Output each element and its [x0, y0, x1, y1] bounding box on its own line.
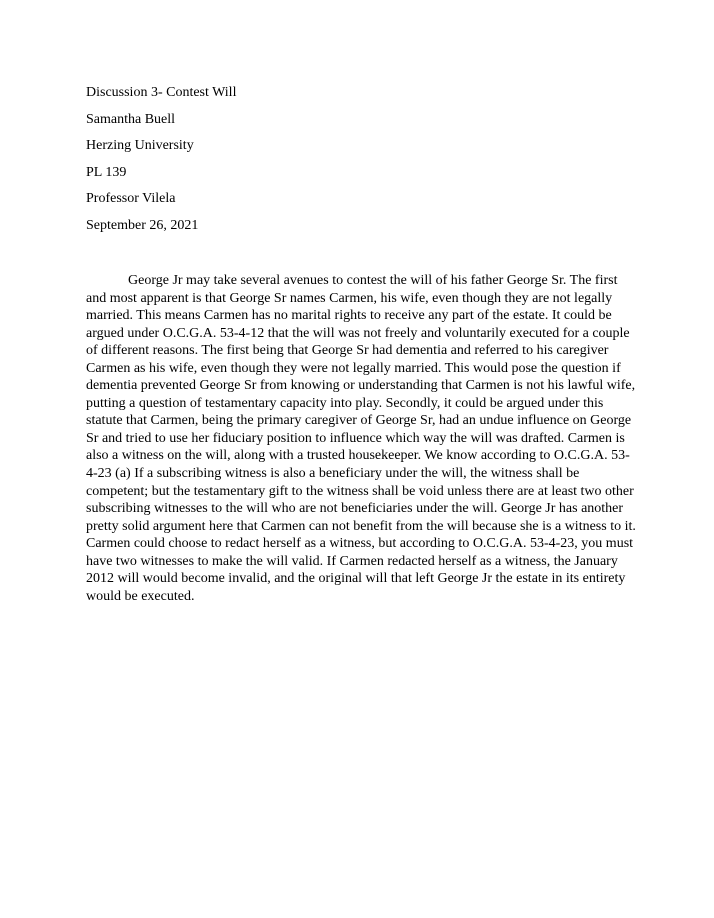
document-header: [86, 84, 646, 244]
course-code: PL 139: [86, 164, 127, 180]
body-paragraph: George Jr may take several avenues to contest the will of his father George Sr. The first and most apparent is that George Sr names Carmen, his wife, even though they are not legally married. This means Carmen has no marital rights to receive any part of the estate. It could be argued under O.C.G.A. 53-4-12 that the will was not freely and voluntarily executed for a couple of different reasons. The first being that George Sr had dementia and referred to his caregiver Carmen as his wife, even though they were not legally married. This would pose the question if dementia prevented George Sr from knowing or understanding that Carmen is not his lawful wife, putting a question of testamentary capacity into play. Secondly, it could be argued under this statute that Carmen, being the primary caregiver of George Sr, had an undue influence on George Sr and tried to use her fiduciary position to influence which way the will was drafted. Carmen is also a witness on the will, along with a trusted housekeeper. We know according to O.C.G.A. 53-4-23 (a) If a subscribing witness is also a beneficiary under the will, the witness shall be competent; but the testamentary gift to the witness shall be void unless there are at least two other subscribing witnesses to the will who are not beneficiaries under the will. George Jr has another pretty solid argument here that Carmen can not benefit from the will because she is a witness to it. Carmen could choose to redact herself as a witness, but according to O.C.G.A. 53-4-23, you must have two witnesses to make the will valid. If Carmen redacted herself as a witness, the January 2012 will would become invalid, and the original will that left George Jr the estate in its entirety would be executed.: [86, 273, 636, 604]
document-date: September 26, 2021: [86, 217, 199, 233]
author-name: Samantha Buell: [86, 111, 176, 127]
institution-name: Herzing University: [86, 138, 194, 154]
professor-name: Professor Vilela: [86, 191, 176, 207]
document-title: Discussion 3- Contest Will: [86, 85, 237, 100]
